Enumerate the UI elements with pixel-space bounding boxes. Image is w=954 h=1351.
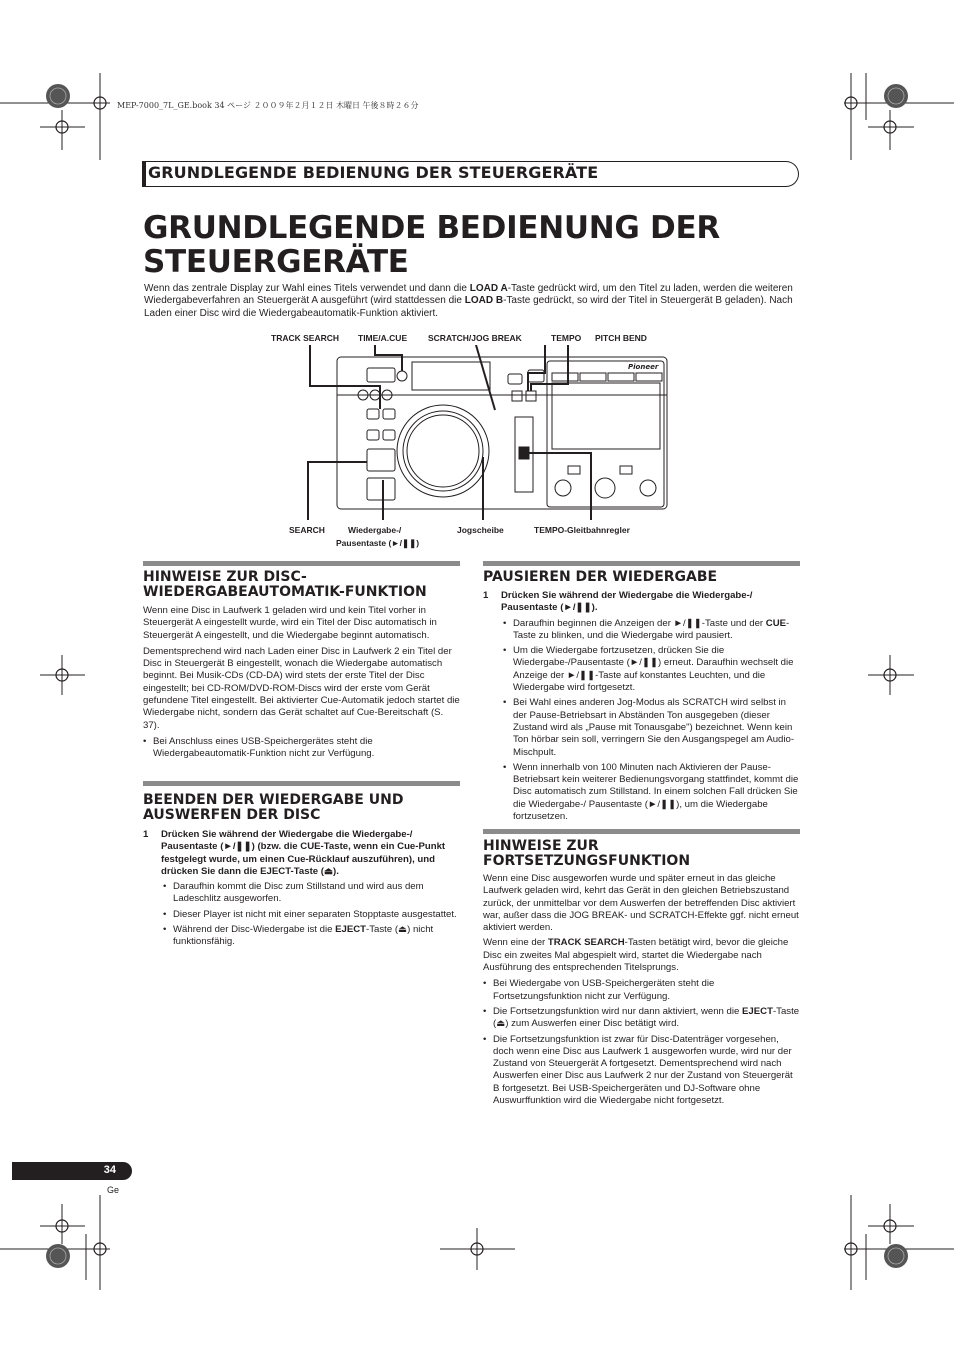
- label-track-search: TRACK SEARCH: [271, 333, 339, 343]
- bullet-item: • Bei Wiedergabe von USB-Speichergeräten steht die Fortsetzungsfunktion nicht zur Verfügung.: [483, 978, 800, 1003]
- section-title-line2: AUSWERFEN DER DISC: [143, 807, 321, 823]
- intro-text-1: Wenn das zentrale Display zur Wahl eines Titels verwendet und dann die: [144, 283, 470, 294]
- page-number: 34: [103, 1164, 116, 1176]
- bullet-item: • Bei Wahl eines anderen Jog-Modus als SCRATCH wird selbst in der Pause-Betriebsart in Abständen Ton ausgegeben (dieser Zustand wird als „Pause mit Tonausgabe") bezeichnet. Wenn kein Ton hörbar sein soll, verringern Sie den Ausgangspegel am Audio-Mischpult.: [503, 697, 800, 758]
- jog-wheel: [397, 405, 489, 497]
- section-title: PAUSIEREN DER WIEDERGABE: [483, 569, 718, 585]
- label-jog: Jogscheibe: [457, 525, 504, 535]
- device-illustration: [300, 345, 680, 520]
- bullet-item: [503, 618, 800, 643]
- track-search-back: [367, 409, 379, 419]
- page-title-line2: STEUERGERÄTE: [143, 244, 409, 280]
- section-title: HINWEISE ZUR FORTSETZUNGSFUNKTION: [483, 838, 691, 869]
- page-title: [143, 211, 803, 279]
- step-1: [483, 590, 800, 615]
- bullet-text: -Taste (⏏) zum Auswerfen einer Disc betätigt wird.: [493, 1005, 800, 1030]
- section-disc-autoplay: [143, 561, 460, 764]
- label-scratch: SCRATCH/JOG BREAK: [428, 333, 522, 343]
- tempo-button: [528, 370, 544, 382]
- bullet-item: • Bei Anschluss eines USB-Speichergerätes steht die Wiedergabeautomatik-Funktion nicht zur Verfügung.: [143, 736, 460, 761]
- bullet-text: Während der Disc-Wiedergabe ist die: [173, 924, 336, 936]
- section-header-bar: [142, 161, 799, 187]
- cue-button: [508, 374, 522, 384]
- intro-bold-load-b: LOAD B: [464, 295, 504, 307]
- bullet-item: [163, 924, 460, 949]
- print-header: MEP-7000_7L_GE.book 34 ページ ２００９年２月１２日 木曜日 午後８時２６分: [117, 101, 419, 110]
- paragraph: Wenn eine Disc ausgeworfen wurde und später erneut in das gleiche Laufwerk geladen wird, kehrt das Gerät in den gleichen Betriebszustand zurück, der unmittelbar vor dem Auswerfen der betreffenden Disc aktiviert war, außer dass die JOG BREAK- und SCRATCH-Effekte ggf. nicht erneut aktiviert werden.: [483, 873, 799, 934]
- bullet-text: Die Fortsetzungsfunktion wird nur dann aktiviert, wenn die: [493, 1005, 743, 1017]
- time-cue-button: [397, 371, 407, 381]
- bullet-text: Daraufhin beginnen die Anzeigen der ►/❚❚-Taste und der: [513, 617, 766, 629]
- step-number: 1: [143, 829, 149, 840]
- bullet-text: -Taste (⏏) nicht funktionsfähig.: [173, 924, 434, 948]
- para-text: Wenn eine der: [483, 937, 548, 949]
- section-title-line1: BEENDEN DER WIEDERGABE UND: [143, 792, 404, 808]
- intro-bold-load-a: LOAD A: [469, 283, 508, 294]
- para-text: -Tasten betätigt wird, bevor die gleiche Disc ein zweites Mal abgespielt wird, startet die Wiedergabe nach Ausführung des entsprechenden Titelsprungs.: [483, 937, 789, 974]
- section-pause: [483, 561, 800, 826]
- page-number-tab: [12, 1162, 132, 1180]
- bullet-bold: EJECT: [742, 1005, 773, 1017]
- bullet-bold: EJECT: [335, 924, 367, 936]
- step-text: Drücken Sie während der Wiedergabe die Wiedergabe-/ Pausentaste (►/❚❚) (bzw. die CUE-Taste, wenn ein Cue-Punkt festgelegt wurde, um einen Cue-Rücklauf auszuführen), und drücken Sie dann die EJECT-Taste (⏏).: [161, 829, 446, 877]
- paragraph: Wenn eine Disc in Laufwerk 1 geladen wird und kein Titel vorher in Steuergerät A eingestellt wurde, wird ein Titel der Disc automatisch in Steuergerät A eingestellt, und die Wiedergabe beginnt automatisch.: [143, 605, 437, 641]
- bullet-text: -Taste zu blinken, und die Wiedergabe wird pausiert.: [513, 617, 790, 641]
- lcd-screen: [552, 383, 660, 449]
- bullet-item: • Die Fortsetzungsfunktion ist zwar für Disc-Datenträger vorgesehen, doch wenn eine Disc aus Laufwerk 1 ausgeworfen wurde, wird nur der Zustand von Steuergerät A fortgesetzt. Dementsprechend wird nach Auswerfen einer Disc aus Laufwerk 2 nur der Zustand von Steuergerät B fortgesetzt. Bei USB-Speichergeräten und DJ-Software ohne Auswurffunktion wird die Wiedergabe nicht fortgesetzt.: [483, 1034, 800, 1108]
- device-body: [337, 357, 667, 509]
- label-play-2: Pausentaste (►/❚❚): [336, 538, 420, 548]
- intro-paragraph: [144, 283, 804, 320]
- section-title-line2: WIEDERGABEAUTOMATIK-FUNKTION: [143, 584, 427, 600]
- track-search-fwd: [383, 409, 395, 419]
- section-stop-eject: [143, 781, 460, 952]
- bullet-bold: CUE: [765, 617, 787, 629]
- step-number: 1: [483, 590, 489, 601]
- section-title-line1: HINWEISE ZUR DISC-: [143, 569, 307, 585]
- bullet-item: [483, 1006, 800, 1031]
- label-time-cue: TIME/A.CUE: [358, 333, 408, 343]
- pitch-bend-minus: [512, 391, 522, 401]
- section-header-text: GRUNDLEGENDE BEDIENUNG DER STEUERGERÄTE: [148, 163, 599, 182]
- label-tempo: TEMPO: [551, 333, 582, 343]
- bullet-item: • Dieser Player ist nicht mit einer separaten Stopptaste ausgestattet.: [163, 909, 460, 921]
- label-tempo-slider: TEMPO-Gleitbahnregler: [534, 525, 630, 535]
- search-fwd: [383, 430, 395, 440]
- intro-text-3: -Taste gedrückt, so wird der Titel in Steuergerät B geladen). Nach Laden einer Disc wird die Wiedergabeautomatik-Funktion aktiviert.: [144, 295, 793, 319]
- label-pitch-bend: PITCH BEND: [595, 333, 647, 343]
- bullet-item: • Um die Wiedergabe fortzusetzen, drücken Sie die Wiedergabe-/Pausentaste (►/❚❚) erneut. Daraufhin wechselt die Anzeige der ►/❚❚-Taste auf konstantes Leuchten, und die Wiedergabe wird fortgesetzt.: [503, 645, 800, 694]
- pitch-bend-plus: [526, 391, 536, 401]
- intro-text-2: -Taste gedrückt wird, um den Titel zu laden, werden die weiteren Wiedergabeverfahren an Steuergerät A ausgeführt (wird stattdessen die: [144, 283, 793, 307]
- para-bold: TRACK SEARCH: [547, 937, 625, 949]
- display-window: [412, 362, 490, 390]
- step-1: [143, 829, 460, 878]
- page-title-line1: GRUNDLEGENDE BEDIENUNG DER: [143, 210, 720, 246]
- label-play-1: Wiedergabe-/: [348, 525, 402, 535]
- bullet-item: • Wenn innerhalb von 100 Minuten nach Aktivieren der Pause-Betriebsart kein weiterer Bedienungsvorgang stattfindet, kommt die Disc automatisch zum Stillstand. In einem solchen Fall drücken Sie die Wiedergabe-/ Pausentaste (►/❚❚), um die Wiedergabe fortzusetzen.: [503, 762, 800, 823]
- bullet-item: • Daraufhin kommt die Disc zum Stillstand und wird aus dem Ladeschlitz ausgeworfen.: [163, 881, 460, 906]
- section-resume: [483, 829, 800, 1110]
- language-code: Ge: [107, 1185, 120, 1195]
- step-text: Drücken Sie während der Wiedergabe die Wiedergabe-/ Pausentaste (►/❚❚).: [501, 590, 753, 614]
- section-title: [143, 793, 460, 823]
- paragraph: Dementsprechend wird nach Laden einer Disc in Laufwerk 2 ein Titel der Disc in Steuergerät B eingestellt, wonach die Wiedergabe automatisch beginnt. Bei Musik-CDs (CD-DA) wird stets der erste Titel der Disc eingestellt; bei CD-ROM/DVD-ROM-Discs wird der erste vom Gerät gefundene Titel eingestellt. Bei aktivierter Cue-Automatik jedoch startet die Wiedergabe nicht, sondern das Gerät schaltet auf Cue-Bereitschaft (S. 37).: [143, 645, 460, 731]
- section-title: [143, 570, 460, 600]
- paragraph: [483, 937, 800, 974]
- play-pause-button: [367, 478, 395, 500]
- search-back: [367, 430, 379, 440]
- device-brand: Pioneer: [628, 363, 659, 371]
- eject-button: [367, 368, 395, 382]
- label-search: SEARCH: [289, 525, 325, 535]
